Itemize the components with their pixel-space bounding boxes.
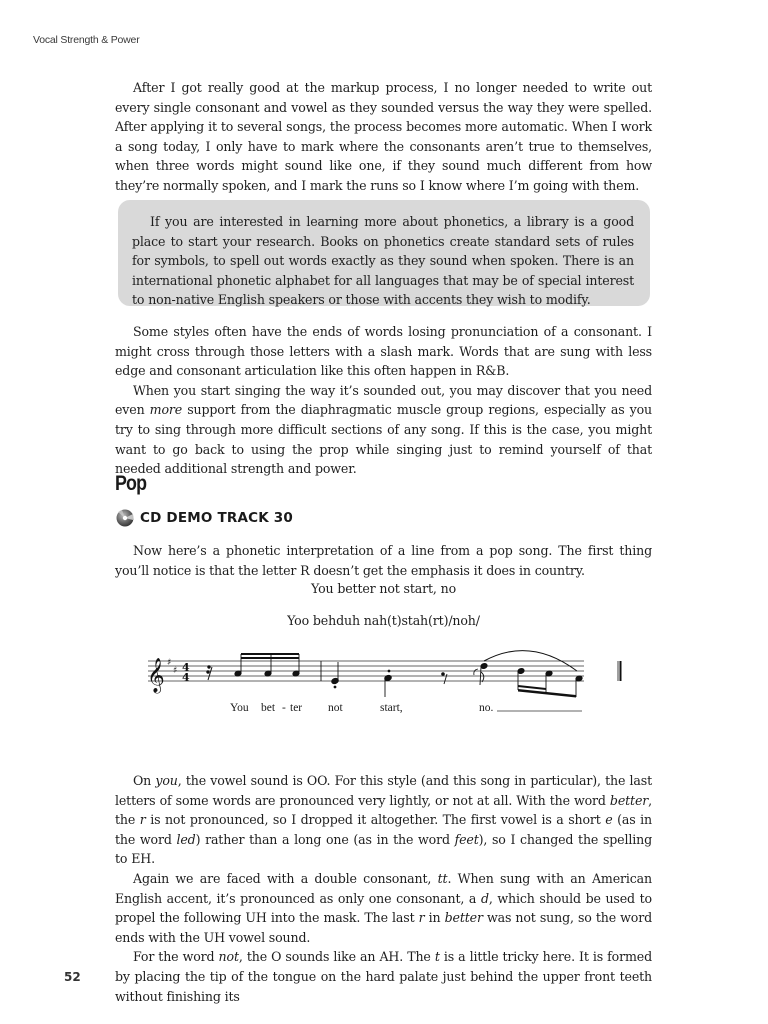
section-heading: Pop: [115, 472, 147, 495]
lyrics: [230, 702, 582, 714]
text-run: is not pronounced, so I dropped it altogether. The first vowel is a short: [145, 812, 606, 828]
time-signature: [182, 661, 190, 684]
body-paragraph: [115, 947, 652, 1006]
body-paragraph: [115, 771, 652, 869]
body-paragraph: Now here’s a phonetic interpretation of a line from a pop song. The first thing you’ll notice is that the letter R doesn’t get the emphasis it does in country.: [115, 543, 652, 578]
slur: [484, 651, 577, 671]
text-run: , the O sounds like an AH. The: [238, 949, 435, 965]
staff: [148, 661, 584, 681]
text-run: is a little tricky here. It is formed by placing the tip of the tongue on the hard palate just behind the upper front teeth without finishing its: [115, 949, 652, 1004]
lyric-syllable: start,: [380, 702, 403, 714]
text-run: ) rather than a long one (as in the word: [195, 831, 455, 847]
note-head: [264, 670, 272, 677]
lyric-line: You better not start, no: [311, 581, 456, 596]
treble-clef-icon: 𝄞: [147, 658, 165, 693]
time-sig-bottom: 4: [182, 671, 190, 684]
text-run: On: [133, 773, 156, 788]
emphasis: better: [609, 792, 649, 808]
body-paragraphs-bottom: [115, 771, 652, 1006]
text-run: in: [424, 910, 445, 926]
grace-note: [474, 663, 488, 685]
note-head: [292, 670, 300, 677]
emphasis: e: [605, 812, 613, 828]
text-run: When you start singing the way it’s sounded out, you may discover that you need even: [115, 382, 652, 418]
callout-text: If you are interested in learning more about phonetics, a library is a good place to start your research. Books on phonetics create standard sets of rules for symbols, to spell out words exactly as they sound when spoken. There is an international phonetic alphabet for all languages that may be of special interest to non-native English speakers or those with accents they wish to modify.: [132, 214, 634, 308]
text-run: , the vowel sound is OO. For this style (and this song in particular), the last letters of some words are pronounced very lightly, or not at all. With the word: [115, 773, 652, 808]
lyric-syllable: bet: [261, 702, 276, 714]
lyric-syllable: ter: [290, 702, 303, 714]
eighth-rest: [442, 673, 447, 684]
body-paragraph: After I got really good at the markup process, I no longer needed to write out every single consonant and vowel as they sounded versus the way they were spelled. After applying it to several songs, the process becomes more automatic. When I work a song today, I only have to mark where the consonants aren’t true to themselves, when three words might sound like one, if they sound much different from how they’re normally spoken, and I mark the runs so I know where I’m going with them.: [115, 80, 652, 193]
emphasis: better: [444, 910, 483, 926]
lyric-syllable: not: [328, 702, 343, 714]
text-run: was not sung, so the word ends with the UH vowel sound.: [115, 910, 652, 945]
lyric-syllable: You: [230, 702, 249, 714]
svg-text:♯: ♯: [173, 666, 178, 676]
page-number: 52: [64, 970, 81, 984]
cd-icon: [116, 509, 134, 527]
phonetic-line: Yoo behduh nah(t)stah(rt)/noh/: [287, 613, 480, 628]
note-not: [331, 662, 339, 688]
body-paragraph: [115, 869, 652, 947]
text-run: , which should be used to propel the following UH into the mask. The last: [115, 890, 652, 926]
text-run: support from the diaphragmatic muscle group regions, especially as you try to sing through more difficult sections of any song. If this is the case, you might want to go back to using the prop while singing just to remind yourself of that needed additional strength and power.: [115, 402, 652, 477]
body-paragraphs-mid: [115, 322, 652, 479]
emphasis: more: [149, 402, 183, 418]
emphasis: not: [218, 949, 239, 965]
emphasis: r: [418, 910, 425, 926]
text-run: For the word: [133, 949, 219, 965]
svg-text:♯: ♯: [167, 658, 172, 668]
note-group-1: [234, 653, 300, 677]
emphasis: feet: [454, 831, 479, 847]
note-start: [384, 670, 392, 697]
note-group-2: [517, 668, 583, 698]
emphasis: t: [434, 949, 440, 965]
text-run: (as in the word: [115, 812, 653, 847]
body-paragraph-1-container: [115, 78, 652, 196]
cd-demo-track: [116, 509, 293, 527]
final-barline: [618, 661, 621, 681]
sixteenth-rest: [207, 666, 212, 680]
emphasis: you: [155, 773, 178, 788]
emphasis: r: [139, 812, 146, 828]
lyric-syllable: no.: [479, 702, 494, 714]
text-run: Again we are faced with a double consonant,: [133, 870, 438, 886]
time-sig-top: 4: [182, 661, 190, 674]
note-head: [234, 670, 242, 677]
intro-paragraph-container: [115, 541, 652, 580]
emphasis: d: [480, 890, 489, 906]
lyric-hyphen: -: [282, 702, 286, 714]
running-head: Vocal Strength & Power: [33, 34, 140, 46]
key-signature: [167, 658, 177, 676]
text-run: ), so I changed the spelling to EH.: [115, 831, 652, 867]
text-run: . When sung with an American English accent, it’s pronounced as only one consonant, a: [115, 870, 652, 906]
emphasis: tt: [437, 870, 448, 886]
body-paragraph: [115, 381, 652, 479]
emphasis: led: [176, 831, 196, 847]
phonetics-callout-box: [118, 200, 650, 306]
text-run: , the: [115, 792, 652, 828]
track-label: CD DEMO TRACK 30: [140, 510, 293, 526]
body-paragraph: Some styles often have the ends of words losing pronunciation of a consonant. I might cross through those letters with a slash mark. Words that are sung with less edge and consonant articulation like this often happen in R&B.: [115, 324, 652, 379]
